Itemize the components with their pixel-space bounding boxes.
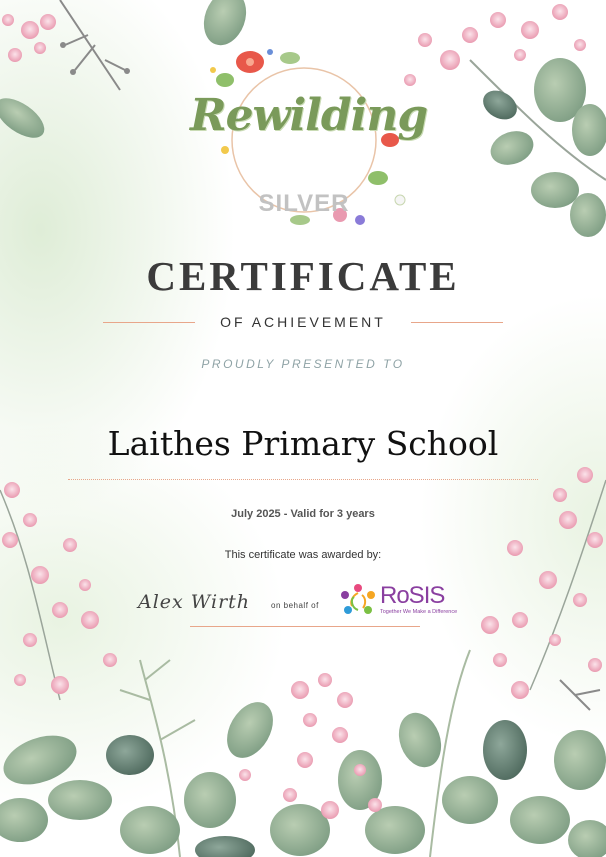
badge-script-title: Rewilding: [190, 90, 428, 141]
on-behalf-label: on behalf of: [271, 601, 319, 610]
awarded-by-label: This certificate was awarded by:: [224, 549, 382, 561]
people-circle-icon: [338, 582, 378, 618]
certificate-title: CERTIFICATE: [146, 253, 460, 299]
recipient-name: Laithes Primary School: [107, 424, 499, 463]
divider-right: [411, 322, 503, 323]
signature-name: Alex Wirth: [138, 591, 251, 613]
bottom-foliage: [0, 650, 606, 857]
certificate-subtitle: OF ACHIEVEMENT: [220, 314, 386, 330]
organisation-tagline: Together We Make a Difference: [380, 609, 458, 615]
presented-to-label: PROUDLY PRESENTED TO: [201, 357, 405, 371]
date-validity: July 2025 - Valid for 3 years: [231, 508, 375, 520]
right-blossoms: [481, 467, 606, 710]
recipient-underline: [68, 479, 538, 480]
top-right-foliage: [404, 4, 606, 237]
organisation-name: RoSIS: [380, 582, 445, 609]
badge-level: SILVER: [258, 190, 350, 217]
rewilding-badge: [190, 40, 428, 240]
signature-line: [190, 626, 420, 627]
